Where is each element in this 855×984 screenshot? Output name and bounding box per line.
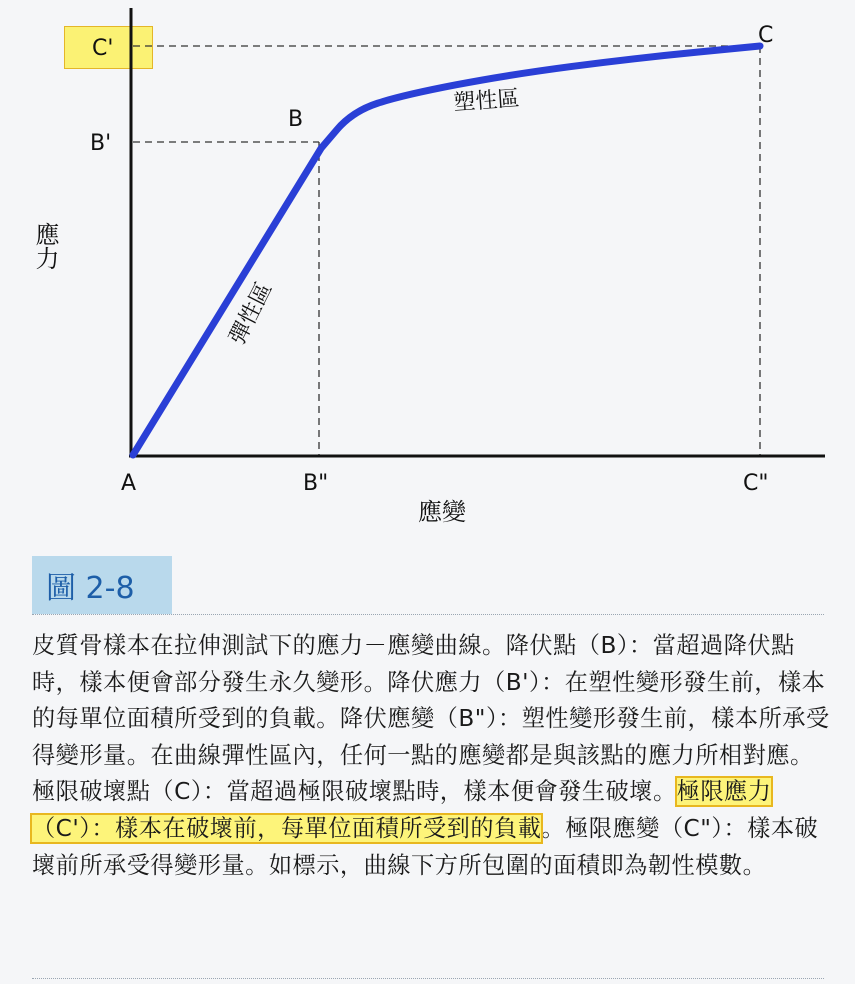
- tick-label-b-prime: B': [90, 131, 112, 156]
- tick-label-c-prime: C': [92, 36, 114, 61]
- figure-caption: [32, 628, 832, 884]
- annotation-plastic-region: 塑性區: [452, 86, 521, 116]
- figure-label: 圖 2-8: [32, 556, 172, 614]
- caption-highlight: 極限應力（C'）：樣本在破壞前，每單位面積所受到的負載: [32, 778, 772, 842]
- caption-text-1: 皮質骨樣本在拉伸測試下的應力－應變曲線。降伏點（B）：當超過降伏點時，樣本便會部分發生永久變形。降伏應力（B'）：在塑性變形發生前，樣本的每單位面積所受到的負載。降伏應變（B"）：塑性變形發生前，樣本所承受得變形量。在曲線彈性區內，任何一點的應變都是與該點的應力所相對應。極限破壞點（C）：當超過極限破壞點時，樣本便會發生破壞。: [32, 632, 830, 806]
- point-label-b: B: [288, 107, 304, 132]
- y-axis-label: 應力: [31, 222, 59, 270]
- tick-label-c-double-prime: C": [743, 471, 769, 496]
- point-label-a: A: [121, 471, 137, 496]
- stress-strain-curve: [133, 46, 760, 455]
- x-axis-label: 應變: [418, 498, 466, 526]
- tick-label-b-double-prime: B": [303, 471, 329, 496]
- caption-text-2: 。極限應變（C"）：樣本破壞前所承受得變形量。如標示，曲線下方所包圍的面積即為韌性模數。: [32, 814, 819, 879]
- annotation-elastic-region: 彈性區: [225, 278, 278, 349]
- bottom-divider: [32, 978, 824, 979]
- figure-divider: [32, 614, 824, 615]
- point-label-c: C: [758, 23, 774, 48]
